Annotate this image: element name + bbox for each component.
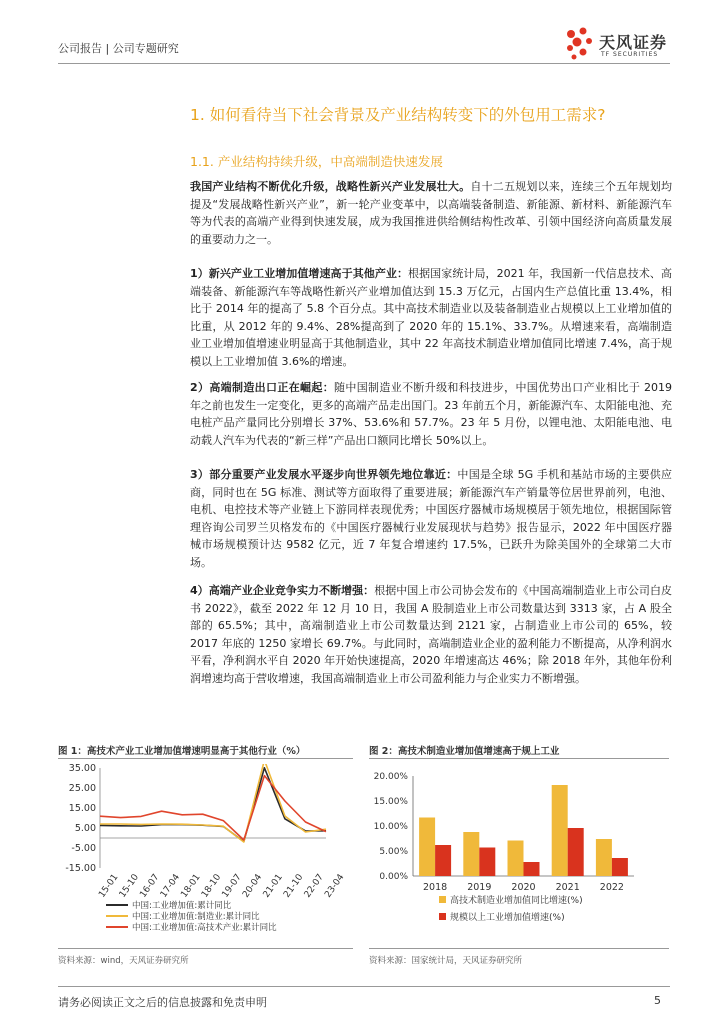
y-tick-label: 25.00 xyxy=(68,783,96,794)
point-4-paragraph xyxy=(190,582,672,688)
y-tick-label: 15.00 xyxy=(68,803,96,814)
x-tick-label: 17-04 xyxy=(158,872,183,900)
figure-2-source: 资料来源：国家统计局，天风证券研究所 xyxy=(369,956,523,966)
legend-swatch xyxy=(439,913,446,920)
intro-paragraph xyxy=(190,178,672,248)
figure-1-line-chart xyxy=(58,764,358,944)
figure-2-top-rule xyxy=(369,758,669,759)
figure-2-bottom-rule xyxy=(369,948,669,949)
point-2-lead: 2）高端制造出口正在崛起： xyxy=(190,381,335,394)
point-3-body: 中国是全球 5G 手机和基站市场的主要供应商，同时也在 5G 标准、测试等方面取得了重要进展；新能源汽车产销量等位居世界前列，电池、电机、电控技术等产业链上下游同样表现优秀；中国医疗器械市场规模居于领先地位，根据国际管理咨询公司罗兰贝格发布的《中国医疗器械行业发展现状与趋势》报告显示，2022 年中国医疗器械市场规模预计达 9582 亿元，近 7 年复合增速约 17.5%，已跃升为除美国外的全球第二大市场。 xyxy=(190,468,673,569)
footer-disclaimer: 请务必阅读正文之后的信息披露和免责申明 xyxy=(58,996,267,1009)
legend-label: 高技术制造业增加值同比增速(%) xyxy=(450,896,583,906)
legend-label: 中国:工业增加值:高技术产业:累计同比 xyxy=(132,923,277,933)
point-3-lead: 3）部分重要产业发展水平逐步向世界领先地位靠近： xyxy=(190,468,458,481)
x-tick-label: 2021 xyxy=(555,882,580,893)
x-tick-label: 21-01 xyxy=(261,872,285,900)
legend-label: 中国:工业增加值:制造业:累计同比 xyxy=(132,912,260,922)
company-logo xyxy=(563,26,673,62)
x-tick-label: 16-07 xyxy=(138,872,162,900)
figure-1-bottom-rule xyxy=(58,948,353,949)
tf-logo-icon xyxy=(563,26,597,62)
footer-divider xyxy=(58,986,670,987)
legend-swatch xyxy=(439,896,446,903)
bar xyxy=(463,832,479,876)
y-tick-label: 0.00% xyxy=(379,872,408,882)
bar xyxy=(508,841,524,877)
point-3-paragraph xyxy=(190,466,672,572)
x-tick-label: 15-10 xyxy=(117,872,142,900)
x-tick-label: 2019 xyxy=(467,882,492,893)
point-1-body: 根据国家统计局，2021 年，我国新一代信息技术、高端装备、新能源汽车等战略性新兴产业增加值达到 15.3 万亿元，占国内生产总值比重 13.4%，相比于 2014 年的提高了 5.8 个百分点。其中高技术制造业以及装备制造业占规模以上工业增加值的比重，从 2012 年的 9.4%、28%提高到了 2020 年的 15.1%、33.7%。从增速来看，高端制造业工业增加值增速业明显高于其他制造业，其中 22 年高技术制造业增加值同比增速 7.4%，高于规模以上工业增加值 3.6%的增速。 xyxy=(190,267,672,368)
point-1-paragraph xyxy=(190,265,672,371)
x-tick-label: 18-10 xyxy=(199,872,224,900)
y-tick-label: 20.00% xyxy=(373,772,408,782)
x-tick-label: 2020 xyxy=(511,882,536,893)
figure-2-bar-chart xyxy=(369,764,669,944)
x-tick-label: 23-04 xyxy=(323,872,347,900)
x-tick-label: 2018 xyxy=(423,882,448,893)
subsection-heading: 1.1. 产业结构持续升级，中高端制造快速发展 xyxy=(190,154,443,169)
point-2-paragraph xyxy=(190,379,672,449)
point-2-body: 随中国制造业不断升级和科技进步，中国优势出口产业相比于 2019 年之前也发生一定变化，更多的高端产品走出国门。23 年前五个月，新能源汽车、太阳能电池、充电桩产品产量同比分别增长 37%、53.6%和 57.7%。23 年 5 月份，以锂电池、太阳能电池、电动载人汽车为代表的“新三样”产品出口额同比增长 50%以上。 xyxy=(190,381,672,447)
legend-label: 中国:工业增加值:累计同比 xyxy=(132,901,232,911)
y-tick-label: -5.00 xyxy=(71,843,96,854)
series-line xyxy=(100,764,326,842)
y-tick-label: -15.00 xyxy=(65,863,96,874)
logo-text-en: TF SECURITIES xyxy=(601,51,659,58)
page-number: 5 xyxy=(654,994,661,1007)
x-tick-label: 2022 xyxy=(599,882,624,893)
point-1-lead: 1）新兴产业工业增加值增速高于其他产业： xyxy=(190,267,409,280)
x-tick-label: 22-07 xyxy=(302,872,326,900)
intro-lead: 我国产业结构不断优化升级，战略性新兴产业发展壮大。 xyxy=(190,180,471,193)
bar xyxy=(612,858,628,876)
x-tick-label: 20-04 xyxy=(241,872,265,900)
logo-text-cn: 天风证券 xyxy=(599,33,668,52)
x-tick-label: 21-10 xyxy=(282,872,306,900)
section-heading: 1. 如何看待当下社会背景及产业结构转变下的外包用工需求? xyxy=(190,106,606,124)
header-divider xyxy=(58,63,670,64)
bar xyxy=(552,785,568,876)
intro-body: 自十二五规划以来，连续三个五年规划均提及“发展战略性新兴产业”，新一轮产业变革中，以高端装备制造、新能源、新材料、新能源汽车等为代表的高端产业得到快速发展，成为我国推进供给侧结构性改革、引领中国经济向高质量发展的重要动力之一。 xyxy=(190,180,673,246)
legend-label: 规模以上工业增加值增速(%) xyxy=(450,913,565,923)
bar xyxy=(524,862,540,876)
bar xyxy=(419,818,435,877)
figure-2-title: 图 2：高技术制造业增加值增速高于规上工业 xyxy=(369,746,560,757)
y-tick-label: 5.00 xyxy=(74,823,96,834)
point-4-lead: 4）高端产业企业竞争实力不断增强： xyxy=(190,584,375,597)
x-tick-label: 18-01 xyxy=(179,872,203,900)
bar xyxy=(479,848,495,877)
series-line xyxy=(100,768,326,842)
figure-1-top-rule xyxy=(58,758,353,759)
bar xyxy=(568,828,584,876)
series-line xyxy=(100,776,326,840)
y-tick-label: 5.00% xyxy=(379,847,408,857)
report-category: 公司报告 | 公司专题研究 xyxy=(58,42,179,55)
y-tick-label: 35.00 xyxy=(68,764,96,774)
point-4-body: 根据中国上市公司协会发布的《中国高端制造业上市公司白皮书 2022》，截至 2022 年 12 月 10 日，我国 A 股制造业上市公司数量达到 3313 家，占 A 股全部的 65.5%；其中，高端制造业上市公司数量达到 2121 家，占制造业上市公司的 65%，较 2017 年底的 1250 家增长 69.7%。与此同时，高端制造业企业的盈利能力不断提高，从净利润水平看，净利润水平自 2020 年开始快速提高，2020 年增速高达 46%；除 2018 年外，其他年份利润增速均高于营收增速，我国高端制造业上市公司盈利能力与企业实力不断增强。 xyxy=(190,584,672,685)
figure-1-source: 资料来源：wind，天风证券研究所 xyxy=(58,956,189,966)
bar xyxy=(596,839,612,876)
bar xyxy=(435,845,451,876)
y-tick-label: 15.00% xyxy=(373,797,408,807)
x-tick-label: 19-07 xyxy=(220,872,244,900)
figure-1-title: 图 1：高技术产业工业增加值增速明显高于其他行业（%） xyxy=(58,746,306,757)
y-tick-label: 10.00% xyxy=(373,822,408,832)
x-tick-label: 15-01 xyxy=(97,872,121,900)
